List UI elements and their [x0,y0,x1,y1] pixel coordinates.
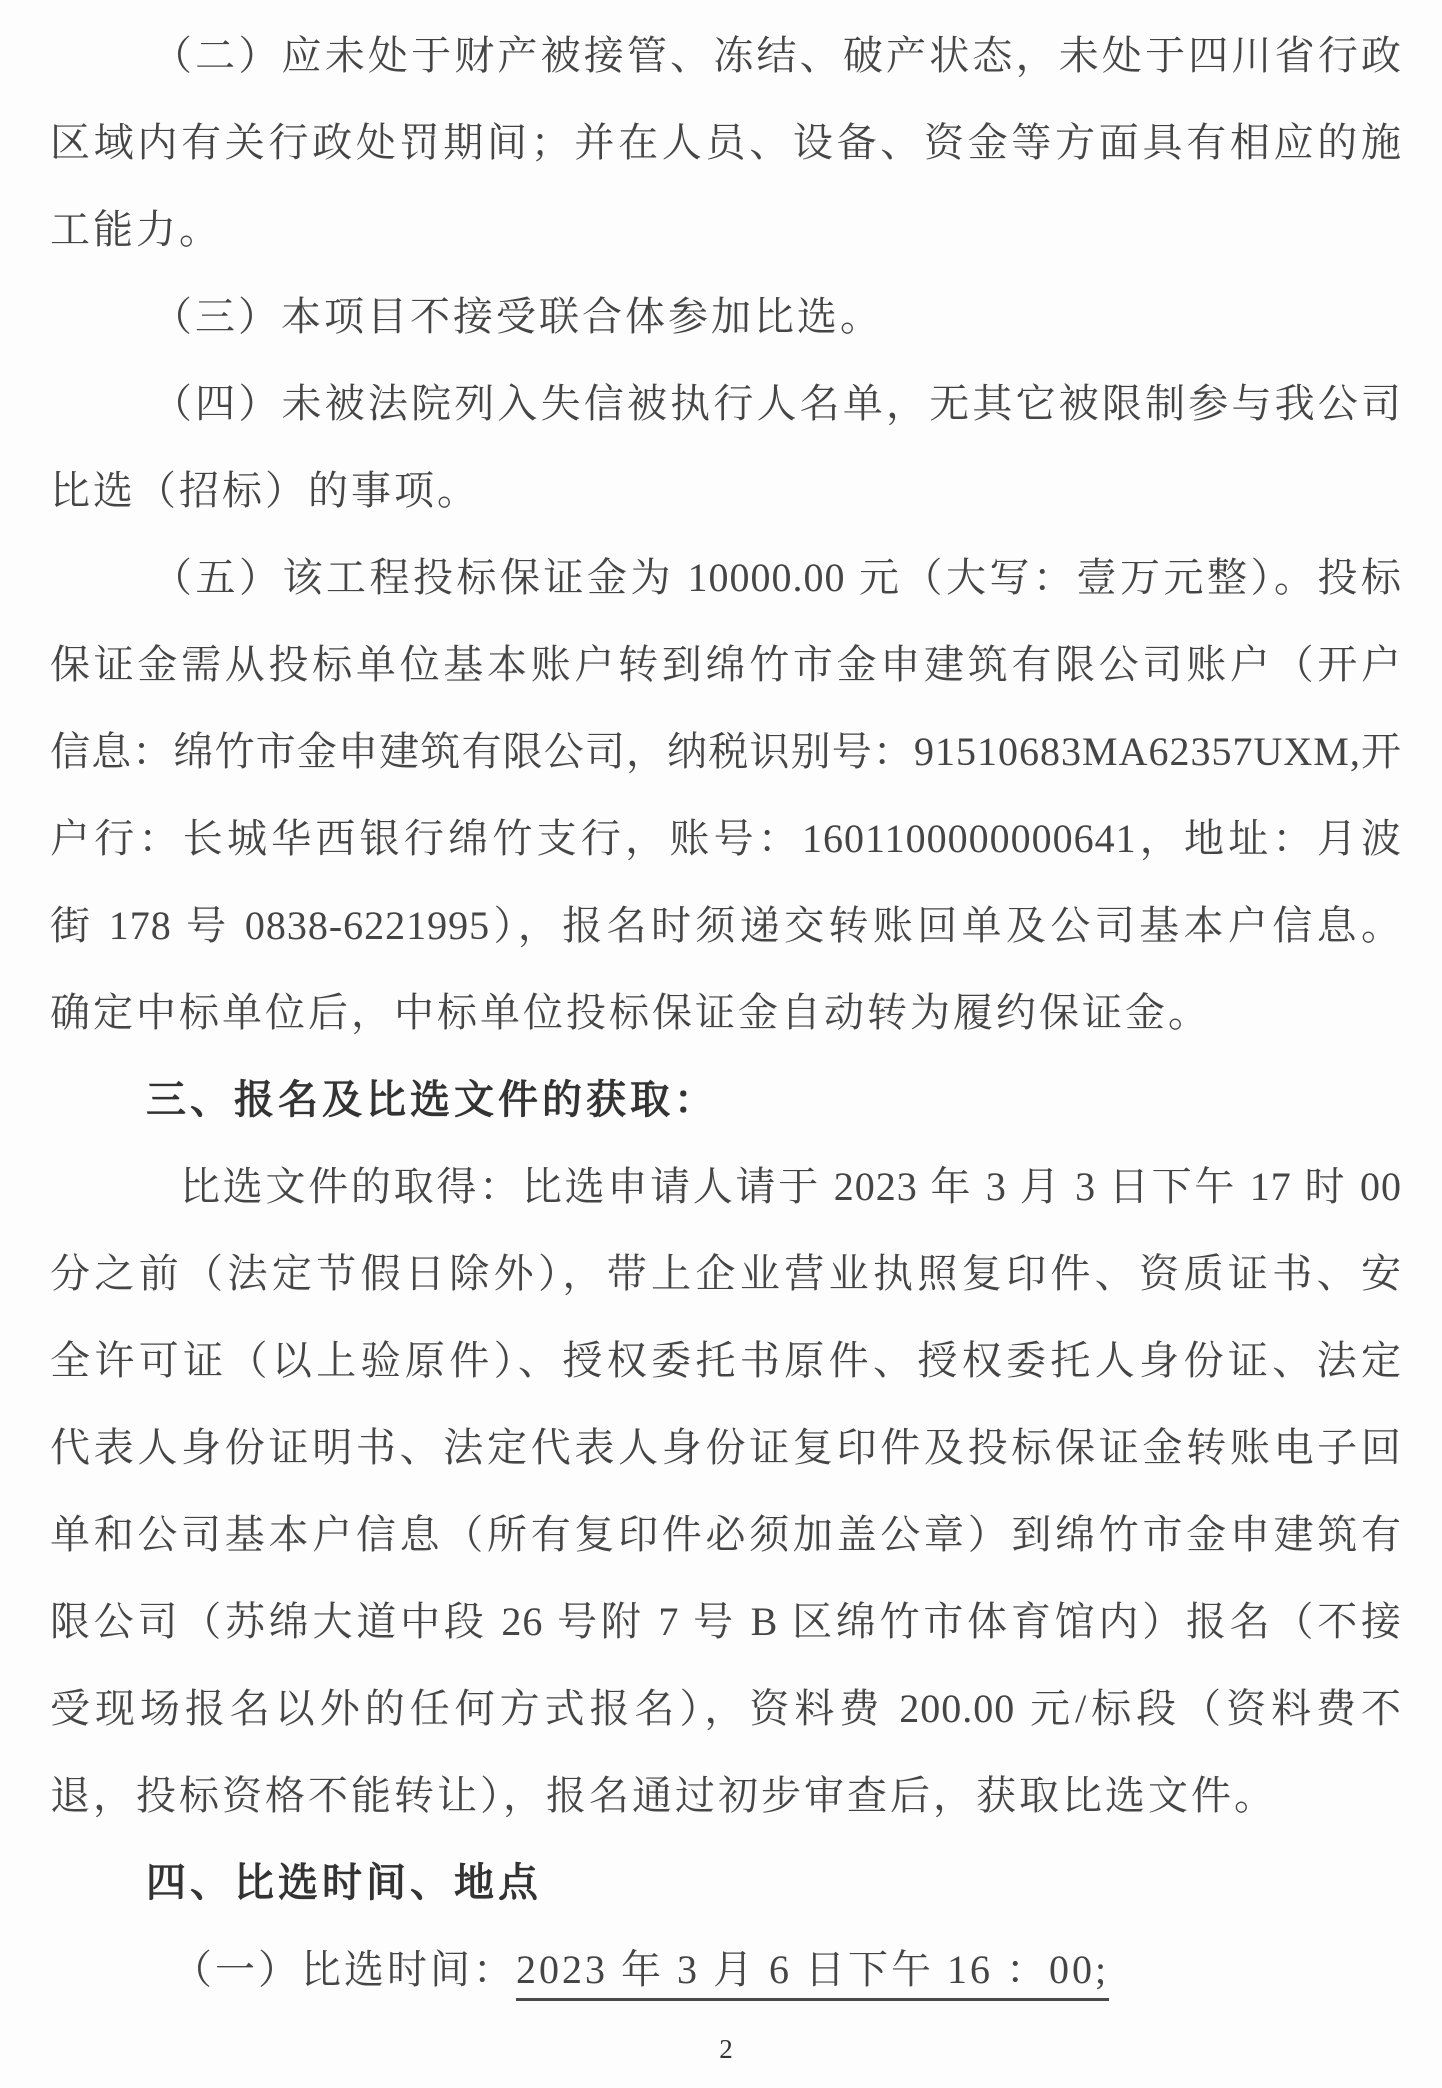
bid-selection-time-line [50,1926,1402,2013]
section-3-line: 单和公司基本户信息（所有复印件必须加盖公章）到绵竹市金申建筑有 [50,1512,1402,1557]
page-number: 2 [719,2034,733,2064]
heading-section-3: 三、报名及比选文件的获取： [146,1077,718,1122]
section-3-line: 代表人身份证明书、法定代表人身份证复印件及投标保证金转账电子回 [50,1425,1402,1470]
clause-5-line: 信息：绵竹市金申建筑有限公司，纳税识别号：91510683MA62357UXM,开 [50,729,1402,774]
bid-selection-time-label: （一）比选时间： [172,1947,516,1992]
section-3-line: 全许可证（以上验原件）、授权委托书原件、授权委托人身份证、法定 [50,1338,1402,1383]
clause-5-line: （五）该工程投标保证金为 10000.00 元（大写：壹万元整）。投标 [152,555,1402,600]
section-3-line: 退，投标资格不能转让），报名通过初步审查后，获取比选文件。 [50,1773,1277,1818]
section-3-line: 受现场报名以外的任何方式报名），资料费 200.00 元/标段（资料费不 [50,1686,1402,1731]
section-3-line: 分之前（法定节假日除外），带上企业营业执照复印件、资质证书、安 [50,1251,1402,1296]
clause-2-line: 工能力。 [50,207,222,252]
bid-selection-datetime: 2023 年 3 月 6 日下午 16 ：00; [516,1947,1109,2001]
clause-5-line: 户行：长城华西银行绵竹支行，账号：1601100000000641，地址：月波 [50,816,1402,861]
heading-section-4: 四、比选时间、地点 [146,1860,542,1905]
clause-4-line: 比选（招标）的事项。 [50,468,480,513]
clause-5-line: 确定中标单位后，中标单位投标保证金自动转为履约保证金。 [50,990,1211,1035]
section-3-line: 限公司（苏绵大道中段 26 号附 7 号 B 区绵竹市体育馆内）报名（不接 [50,1599,1402,1644]
clause-4-line: （四）未被法院列入失信被执行人名单，无其它被限制参与我公司 [152,381,1402,426]
clause-2-line: （二）应未处于财产被接管、冻结、破产状态，未处于四川省行政 [152,33,1402,78]
clause-2-line: 区域内有关行政处罚期间；并在人员、设备、资金等方面具有相应的施 [50,120,1402,165]
clause-5-line: 街 178 号 0838-6221995），报名时须递交转账回单及公司基本户信息。 [50,903,1402,948]
section-3-line: 比选文件的取得：比选申请人请于 2023 年 3 月 3 日下午 17 时 00 [180,1164,1402,1209]
clause-5-line: 保证金需从投标单位基本账户转到绵竹市金申建筑有限公司账户（开户 [50,642,1402,687]
clause-3-line: （三）本项目不接受联合体参加比选。 [152,294,883,339]
